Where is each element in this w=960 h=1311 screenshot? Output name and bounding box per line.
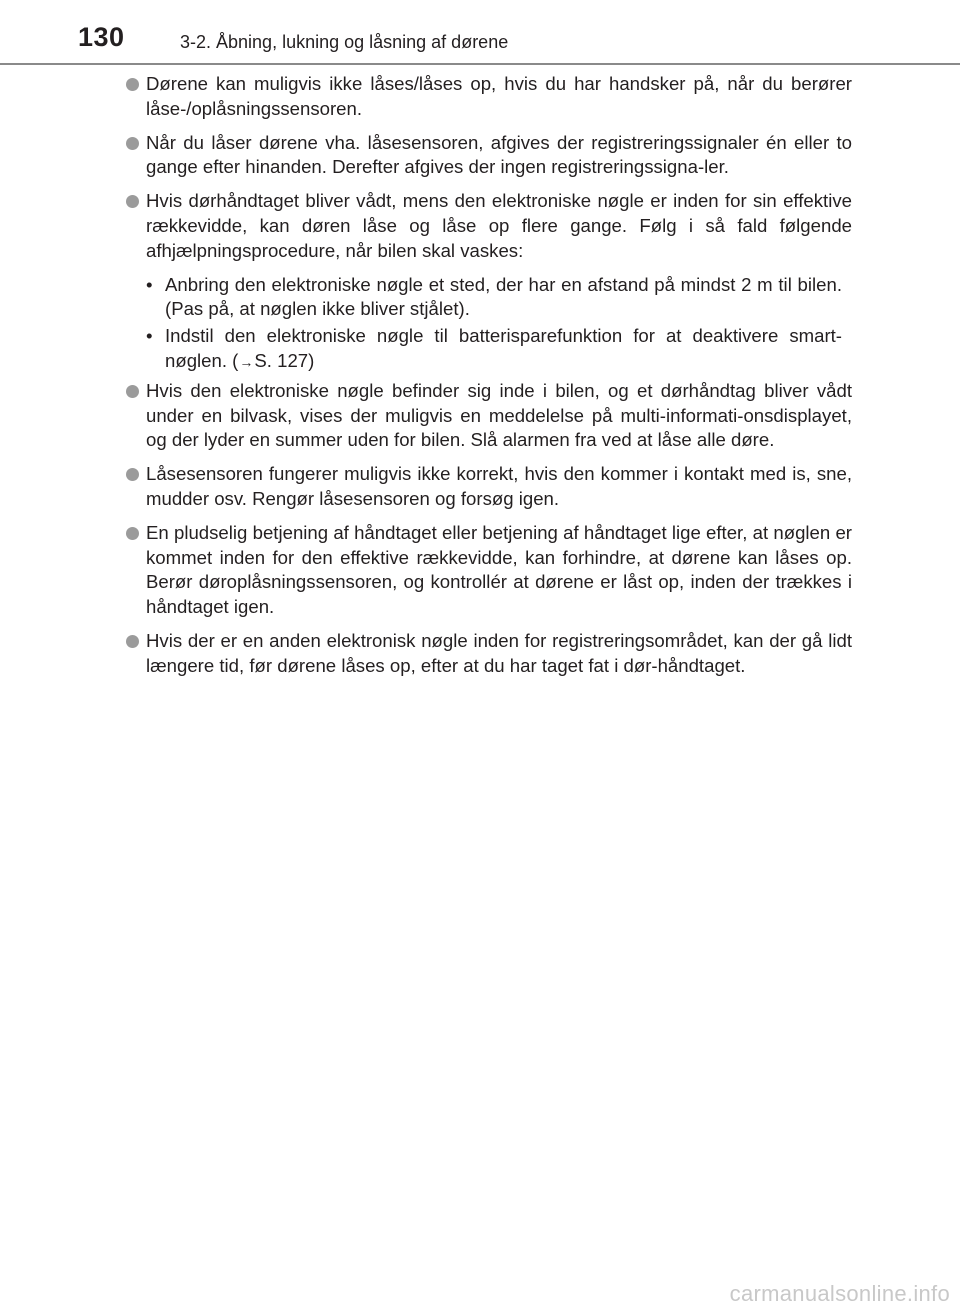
sub-list-item	[120, 324, 852, 375]
item-text: En pludselig betjening af håndtaget eller betjening af håndtaget lige efter, at nøglen er kommet inden for den effektive rækkevidde, kan forhindre, at dørene kan låses op. Berør døroplåsningssensoren, og kontrollér at dørene er låst op, inden der trækkes i håndtaget igen.	[146, 521, 852, 618]
sub-list-item	[120, 273, 852, 323]
bullet-dot-icon	[126, 527, 139, 540]
header-divider	[0, 63, 960, 65]
bullet-dot-icon	[126, 137, 139, 150]
page-number: 130	[78, 22, 125, 52]
list-item	[120, 629, 852, 679]
sub-item-text: Indstil den elektroniske nøgle til batterisparefunktion for at deaktivere smart-nøglen. (	[165, 325, 842, 371]
bullet-glyph: •	[146, 273, 153, 295]
list-item	[120, 189, 852, 263]
item-text: Hvis der er en anden elektronisk nøgle inden for registreringsområdet, kan der gå lidt længere tid, før dørene låses op, efter at du har taget fat i dør-håndtaget.	[146, 629, 852, 676]
bullet-dot-icon	[126, 635, 139, 648]
list-item	[120, 521, 852, 620]
item-text: Når du låser dørene vha. låsesensoren, afgives der registreringssignaler én eller to gange efter hinanden. Derefter afgives der ingen registreringssigna-ler.	[146, 131, 852, 178]
list-item	[120, 462, 852, 512]
sub-item-text: Anbring den elektroniske nøgle et sted, der har en afstand på mindst 2 m til bilen. (Pas på, at nøglen ikke bliver stjålet).	[165, 273, 842, 320]
watermark: carmanualsonline.info	[729, 1281, 950, 1306]
bullet-dot-icon	[126, 195, 139, 208]
list-item	[120, 379, 852, 453]
list-item	[120, 72, 852, 122]
item-text: Hvis den elektroniske nøgle befinder sig inde i bilen, og et dørhåndtag bliver vådt under en bilvask, vises der muligvis en meddelelse på multi-informati-onsdisplayet, og der lyder en summer uden for bilen. Slå alarmen fra ved at låse alle døre.	[146, 379, 852, 451]
item-text: Dørene kan muligvis ikke låses/låses op, hvis du har handsker på, når du berører låse-/oplåsningssensoren.	[146, 73, 852, 119]
item-text: Hvis dørhåndtaget bliver vådt, mens den elektroniske nøgle er inden for sin effektive rækkevidde, kan døren låse og låse op flere gange. Følg i så fald følgende afhjælpningsprocedure, når bilen skal vaskes:	[146, 190, 852, 261]
bullet-dot-icon	[126, 468, 139, 481]
page-reference-link[interactable]: S. 127)	[254, 349, 315, 371]
bullet-glyph: •	[146, 325, 153, 347]
section-title: 3-2. Åbning, lukning og låsning af dørene	[180, 32, 509, 52]
item-text: Låsesensoren fungerer muligvis ikke korrekt, hvis den kommer i kontakt med is, sne, mudder osv. Rengør låsesensoren og forsøg igen.	[146, 463, 852, 509]
list-item	[120, 131, 852, 181]
page-header	[0, 0, 960, 66]
page-reference-arrow-icon: →	[239, 353, 254, 370]
notes-list	[120, 72, 852, 688]
bullet-dot-icon	[126, 385, 139, 398]
sub-list	[120, 273, 852, 375]
bullet-dot-icon	[126, 78, 139, 91]
